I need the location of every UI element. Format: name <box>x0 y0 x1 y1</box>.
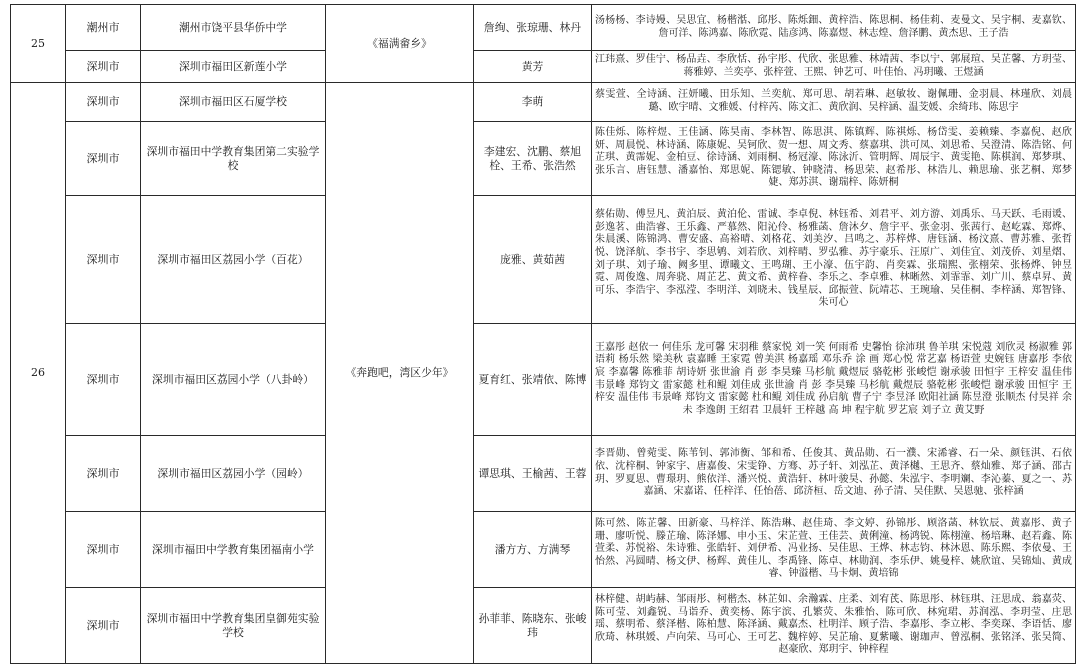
city-cell: 深圳市 <box>66 324 141 436</box>
students-cell: 汤杨杨、李诗嫚、吴思宜、杨楷湉、邱彤、陈烁鈿、黄梓浩、陈思桐、杨佳莉、麦曼文、吴宇桐、麦嘉钦、詹可洋、陈鸿嘉、陈欣霓、陆彦鸿、陈嘉煜、林志煌、詹泽鹏、黄杰思、王子浩 <box>592 5 1076 51</box>
city-cell: 深圳市 <box>66 588 141 664</box>
city-cell: 深圳市 <box>66 436 141 512</box>
city-cell: 深圳市 <box>66 196 141 324</box>
school-cell: 深圳市福田区新莲小学 <box>141 51 326 83</box>
school-cell: 深圳市福田中学教育集团福南小学 <box>141 512 326 588</box>
award-table <box>10 4 1076 664</box>
table-row <box>11 5 1076 51</box>
teacher-cell: 谭思琪、王榆茜、王蓉 <box>474 436 592 512</box>
table-row <box>11 51 1076 83</box>
school-cell: 深圳市福田区荔园小学（园岭） <box>141 436 326 512</box>
students-cell: 蔡雯萱、全诗涵、汪妍曦、田乐知、兰奕航、郑可思、胡若琳、赵敏妆、谢佩珊、金羽晨、林瑾欣、刘晨璐、欧宇晴、文雅媛、付梓芮、陈文汇、黄欣润、吴梓涵、温芠媛、余绮玮、陈思宇 <box>592 83 1076 122</box>
city-cell: 深圳市 <box>66 512 141 588</box>
students-cell: 林梓健、胡屿赫、邹雨彤、柯楷杰、林芷如、余瀚霖、庄柔、刘宥芪、陈思彤、林钰琪、汪思成、翁嘉荧、陈可莹、刘鑫锐、马诣乔、黄奕杨、陈宇滨、孔繁荧、朱雅怡、陈可欣、林宛珺、苏润泓、李玥莹、庄思瑶、蔡明希、蔡泽楷、陈柏慧、陈泽涵、戴嘉杰、杜明洋、顾子浩、李嘉彤、李立彬、李奕琛、李语恬、廖欣琦、林琪媛、卢向荣、马可心、王可艺、魏梓婷、吴芷瑜、夏紫曦、谢珈声、曾泓桐、张铭泽、张吴简、赵豪欣、郑玥宇、钟梓程 <box>592 588 1076 664</box>
table-row <box>11 83 1076 122</box>
students-cell: 陈可然、陈芷馨、田新豪、马梓洋、陈浩琳、赵佳琦、李文婷、孙锦彤、顾洛菡、林钦辰、黄嘉彤、黄子珊、廖听悦、滕芷瑜、陈泽娜、申小玉、宋芷萱、王佳芸、黄俐潼、杨鸿锐、陈栩潼、杨培琳、赵若鑫、陈萱柔、苏悦裕、朱诗雅、张皓轩、刘伊希、冯业扬、吴佳思、王烨、林志钧、林沐恩、陈乐熙、李依曼、王怡然、冯圆晴、杨文伊、杨辉、黄佳儿、李禹锋、陈卓、林勋润、李乐伊、姚曼梓、姚欣谊、吴锦灿、黄成睿、钟溢楷、马卡炯、黄培锦 <box>592 512 1076 588</box>
teacher-cell: 夏育红、张靖依、陈博 <box>474 324 592 436</box>
table-row <box>11 324 1076 436</box>
school-cell: 深圳市福田中学教育集团皇御苑实验学校 <box>141 588 326 664</box>
students-cell: 陈佳烁、陈梓煜、王佳涵、陈昊南、李林智、陈思淇、陈镇辉、陈祺烁、杨岱雯、姜赖臻、李嘉倪、赵欣妍、周晨悦、林诗涵、陈康妮、吴钶欣、贺一想、周文秀、蔡嘉琪、洪可凤、刘思希、吴澄清、陈浩铭、何芷琪、黄霈妮、金柏豆、徐诗涵、刘雨桐、杨冠濠、陈泳沂、管明辉、周辰宇、黄雯艳、陈棋润、郑梦琪、张乐言、唐钰慧、潘嘉怡、郑思妮、陈锶敏、钟晓清、杨思荣、赵希彤、林浩儿、赖思瑜、张艺桐、郑梦婕、郑苏淇、谢瑞梓、陈妍桐 <box>592 122 1076 196</box>
table-row <box>11 196 1076 324</box>
school-cell: 深圳市福田中学教育集团第二实验学校 <box>141 122 326 196</box>
city-cell: 深圳市 <box>66 83 141 122</box>
students-cell: 李晋勋、曾菀雯、陈苇钊、郭沛衡、邹和希、任俊其、黄品勋、石一濮、宋浠睿、石一朵、颜钰淇、石依依、沈梓桐、钟家宇、唐嘉俊、宋雯铮、方骞、苏子轩、刘泓芷、黄泽樾、王思齐、蔡灿雅、郑子涵、邵古玥、罗夏思、曹璟玥、熊依洋、潘兴悦、黄浩轩、林叶骏昊、孙懿、朱泓宇、李明斓、李沁蓁、夏之一、苏嘉涵、宋嘉诺、任梓洋、任怡蓓、邱济桓、岳文迪、孙子清、吴佳默、吴恩驰、张梓涵 <box>592 436 1076 512</box>
work-title-cell: 《奔跑吧，湾区少年》 <box>326 83 474 664</box>
school-cell: 深圳市福田区荔园小学（百花） <box>141 196 326 324</box>
table-row <box>11 122 1076 196</box>
teacher-cell: 李建宏、沈鹏、蔡旭栓、王希、张浩然 <box>474 122 592 196</box>
teacher-cell: 庞雅、黄茹茜 <box>474 196 592 324</box>
sequence-number: 26 <box>11 83 66 664</box>
sequence-number: 25 <box>11 5 66 83</box>
city-cell: 深圳市 <box>66 51 141 83</box>
teacher-cell: 李萌 <box>474 83 592 122</box>
school-cell: 深圳市福田区石厦学校 <box>141 83 326 122</box>
school-cell: 潮州市饶平县华侨中学 <box>141 5 326 51</box>
students-cell: 王嘉彤 赵依一 何佳乐 龙可馨 宋羽稚 蔡家悦 刘一笑 何雨希 史馨怡 徐沛琪 鲁羊琪 宋悦蔻 刘欣灵 杨淑雅 郭语莉 杨乐然 梁美秋 袁嘉睡 王家霓 曾美淇 杨嘉瑶 邓乐乔 涂 画 郑心悦 常艺嘉 杨语萱 史婉钰 唐嘉彤 李依宸 李嘉馨 陈雅菲 胡诗妍 张世渝 肖 彭 李昊臻 马杉航 戴煜辰 骆乾彬 张峻恺 谢承骏 田恒宇 王梓安 温佳伟 韦景峰 郑钧文 雷家懿 杜和鲲 刘佳成 张世渝 肖 彭 李昊臻 马杉航 戴煜辰 骆乾彬 张峻恺 谢承骏 田恒宇 王梓安 温佳伟 韦景峰 郑钧文 雷家懿 杜和鲲 刘佳成 孙启航 曹子宁 李昱泽 欧阳社涵 陈昱澄 张顺杰 付昊祥 余未 李逸朗 王绍君 卫晨轩 王梓越 高 坤 程宇航 罗艺宸 刘子立 黄艾野 <box>592 324 1076 436</box>
teacher-cell: 詹绚、张琼珊、林丹 <box>474 5 592 51</box>
students-cell: 蔡佑勋、傅昱凡、黄泊辰、黄泊伦、雷诚、李卓倪、林钰希、刘君平、刘方游、刘禹乐、马天跃、毛雨谖、彭逸茗、曲浩睿、王乐鑫、严慕然、阳沁伶、杨雅菡、詹沐夕、詹宇平、张金羽、张茜行、赵屹霖、郑烨、朱晨溪、陈锦鸿、曹安盛、高裕晴、刘格花、刘美汐、吕鸣之、苏梓烨、唐钰涵、杨汶熹、曹苏雅、张哲悦、饶泽航、李书宇、李思鸲、刘若欣、刘梓晴、罗弘雅、苏宇豪乐、汪原广、刘佳宜、刘茂侨、刘星熠、刘子琪、刘子瑜、阙多里、谭曦文、王鸣瑚、王小濠、伍宇韵、肖奕霖、张瑞熙、张栩荣、张杨烨、钟昱霓、周俊逸、周奔骁、周芷艺、黄文希、黄梓眷、李乐之、李卓雅、林晰然、刘霏霏、刘广川、蔡卓昇、黄可乐、李浩宇、李泓滢、李明洋、刘晓未、钱星辰、邱振萱、阮靖芯、王琬瑜、吴佳桐、李梓涵、郑智锋、朱可心 <box>592 196 1076 324</box>
teacher-cell: 孙菲菲、陈晓东、张峻玮 <box>474 588 592 664</box>
city-cell: 深圳市 <box>66 122 141 196</box>
table-row <box>11 588 1076 664</box>
students-cell: 江玮熹、罗佳宁、杨品垚、李欣恬、孙宇彤、代欣、张思雅、林靖茜、李以宁、郭展瑄、吴芷馨、方玥莹、蒋雅婷、兰奕亭、张梓萱、王熙、钟艺可、叶佳怡、冯玥曦、王煜涵 <box>592 51 1076 83</box>
table-row <box>11 512 1076 588</box>
table-row <box>11 436 1076 512</box>
city-cell: 潮州市 <box>66 5 141 51</box>
teacher-cell: 黄芳 <box>474 51 592 83</box>
work-title-cell: 《福满畲乡》 <box>326 5 474 83</box>
school-cell: 深圳市福田区荔园小学（八卦岭） <box>141 324 326 436</box>
teacher-cell: 潘方方、方满琴 <box>474 512 592 588</box>
